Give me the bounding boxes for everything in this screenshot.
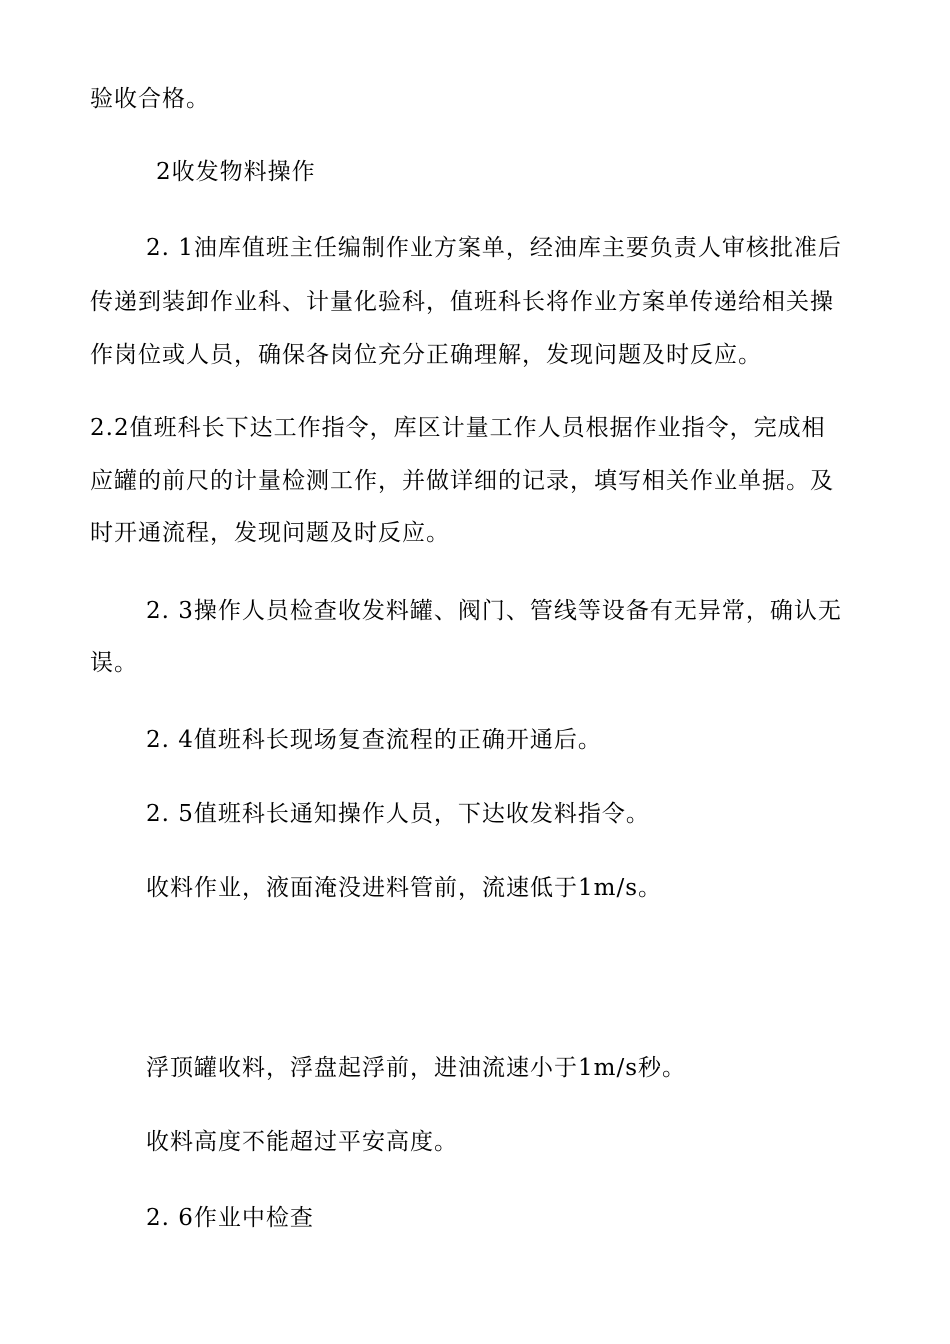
text-line: 收料高度不能超过平安高度。 xyxy=(146,1129,458,1155)
text-line: 2. 1油库值班主任编制作业方案单，经油库主要负责人审核批准后 xyxy=(146,235,842,261)
text-line: 2.2值班科长下达工作指令，库区计量工作人员根据作业指令，完成相 xyxy=(90,415,826,441)
text-line: 误。 xyxy=(90,650,138,676)
text-line: 浮顶罐收料，浮盘起浮前，进油流速小于1m/s秒。 xyxy=(146,1055,686,1081)
text-line: 作岗位或人员，确保各岗位充分正确理解，发现问题及时反应。 xyxy=(90,342,762,368)
text-line: 验收合格。 xyxy=(90,86,210,112)
text-line: 传递到装卸作业科、计量化验科，值班科长将作业方案单传递给相关操 xyxy=(90,289,834,315)
text-line: 2. 4值班科长现场复查流程的正确开通后。 xyxy=(146,727,602,753)
text-line: 应罐的前尺的计量检测工作，并做详细的记录，填写相关作业单据。及 xyxy=(90,468,834,494)
text-line: 收料作业，液面淹没进料管前，流速低于1m/s。 xyxy=(146,875,662,901)
text-line: 2. 6作业中检查 xyxy=(146,1205,314,1231)
text-line: 2. 5值班科长通知操作人员，下达收发料指令。 xyxy=(146,801,650,827)
text-line: 时开通流程，发现问题及时反应。 xyxy=(90,520,450,546)
section-heading: 2收发物料操作 xyxy=(156,159,316,185)
text-line: 2. 3操作人员检查收发料罐、阀门、管线等设备有无异常，确认无 xyxy=(146,598,842,624)
